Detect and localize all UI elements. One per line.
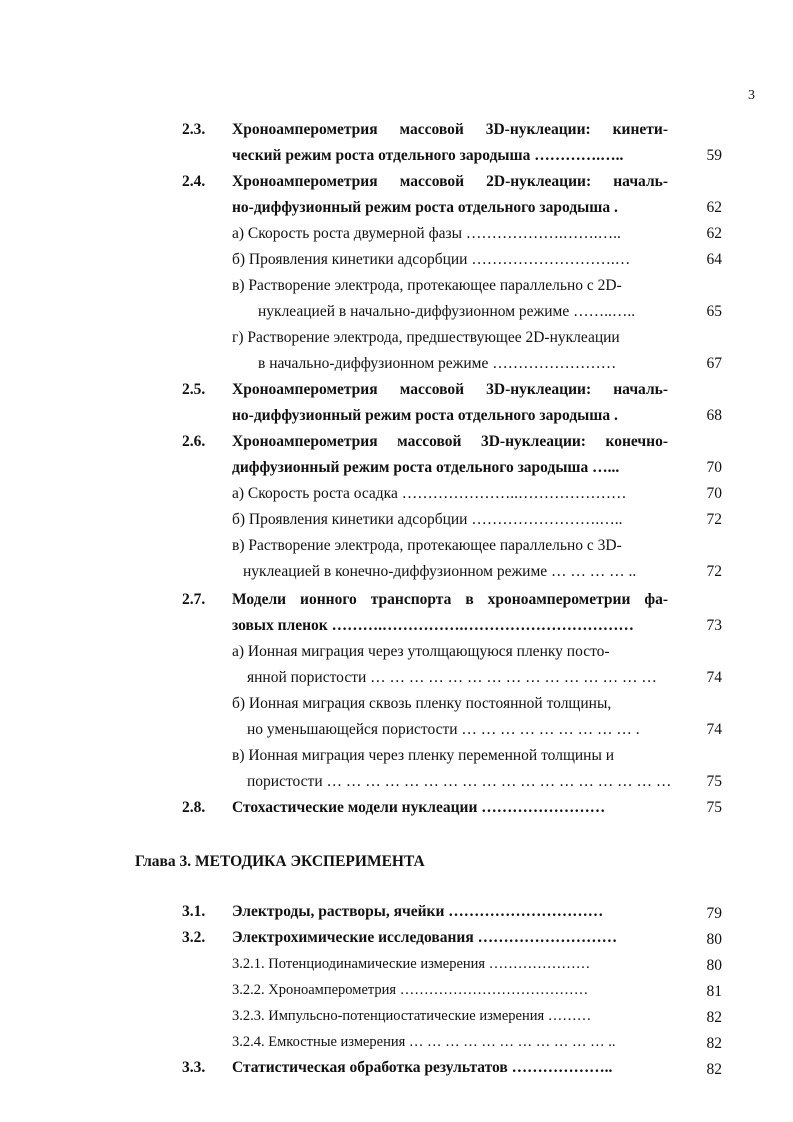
toc-page: 80 (706, 931, 722, 948)
toc-title-line1: в) Растворение электрода, протекающее параллельно с 3D- (232, 537, 622, 554)
toc-title-line2: но-диффузионный режим роста отдельного зародыша . (232, 407, 618, 424)
toc-page: 73 (706, 617, 722, 634)
toc-title-line1: Хроноамперометрия массовой 3D-нуклеации: кинети- (232, 121, 668, 138)
toc-title-line1: б) Проявления кинетики адсорбции …………………….….. (232, 511, 623, 528)
toc-page: 67 (706, 355, 722, 372)
toc-page: 74 (706, 669, 722, 686)
toc-page: 79 (706, 905, 722, 922)
toc-title-line2: ческий режим роста отдельного зародыша ………….….. (232, 147, 624, 164)
toc-title-line1: 3.2.4. Емкостные измерения … … … … … … … … … … … .. (232, 1034, 616, 1050)
toc-title-line2: нуклеацией в начально-диффузионном режиме ……..….. (258, 303, 636, 320)
toc-title-line1: Электроды, растворы, ячейки ………………………… (232, 903, 604, 920)
toc-title-line1: б) Проявления кинетики адсорбции ……………………….… (232, 251, 631, 268)
toc-title-line2: зовых пленок ……….…………….…………………………… (232, 617, 634, 634)
toc-page: 82 (706, 1061, 722, 1078)
toc-page: 70 (706, 485, 722, 502)
toc-title-line2: нуклеацией в конечно-диффузионном режиме … … … … .. (243, 563, 637, 580)
toc-page: 75 (706, 773, 722, 790)
toc-title-line1: б) Ионная миграция сквозь пленку постоянной толщины, (232, 695, 612, 712)
toc-title-line2: но-диффузионный режим роста отдельного зародыша . (232, 199, 618, 216)
toc-page: 82 (706, 1035, 722, 1052)
toc-number: 3.1. (182, 903, 206, 920)
toc-number: 2.7. (182, 591, 206, 608)
toc-number: 3.2. (182, 929, 206, 946)
toc-title-line1: а) Скорость роста осадка …………………..………………… (232, 485, 627, 502)
toc-page: 59 (706, 147, 722, 164)
toc-page: 64 (706, 251, 722, 268)
toc-page: 72 (706, 563, 722, 580)
toc-title-line1: в) Ионная миграция через пленку переменной толщины и (232, 747, 615, 764)
toc-title-line2: диффузионный режим роста отдельного зародыша …... (232, 459, 620, 476)
toc-number: 2.6. (182, 433, 206, 450)
toc-title-line1: в) Растворение электрода, протекающее параллельно с 2D- (232, 277, 622, 294)
chapter-heading: Глава 3. МЕТОДИКА ЭКСПЕРИМЕНТА (135, 853, 425, 870)
toc-page: 62 (706, 225, 722, 242)
toc-number: 2.5. (182, 381, 206, 398)
toc-title-line1: 3.2.1. Потенциодинамические измерения ………………… (232, 956, 591, 972)
toc-page: 68 (706, 407, 722, 424)
toc-page: 65 (706, 303, 722, 320)
toc-title-line2: янной пористости … … … … … … … … … … … … … … … (247, 669, 657, 686)
toc-page: 81 (706, 983, 722, 1000)
toc-page: 70 (706, 459, 722, 476)
toc-number: 2.3. (182, 121, 206, 138)
toc-number: 2.4. (182, 173, 206, 190)
toc-title-line1: Модели ионного транспорта в хроноамперометрии фа- (232, 591, 668, 608)
toc-page: 75 (706, 799, 722, 816)
page-number: 3 (748, 88, 755, 103)
toc-title-line1: Электрохимические исследования ……………………… (232, 929, 618, 946)
toc-title-line2: пористости … … … … … … … … … … … … … … … … … … (247, 773, 672, 790)
toc-page: 80 (706, 957, 722, 974)
toc-title-line1: г) Растворение электрода, предшествующее 2D-нуклеации (232, 329, 620, 346)
toc-title-line2: но уменьшающейся пористости … … … … … … … … … . (247, 721, 640, 738)
toc-title-line1: Хроноамперометрия массовой 3D-нуклеации: началь- (232, 381, 668, 398)
toc-title-line1: а) Скорость роста двумерной фазы ……………….…….….. (232, 225, 621, 242)
toc-page: 82 (706, 1009, 722, 1026)
toc-page: 72 (706, 511, 722, 528)
toc-number: 3.3. (182, 1059, 206, 1076)
toc-page: 62 (706, 199, 722, 216)
toc-title-line2: в начально-диффузионном режиме …………………… (258, 355, 617, 372)
toc-title-line1: Статистическая обработка результатов ……………….. (232, 1059, 613, 1076)
toc-title-line1: 3.2.3. Импульсно-потенциостатические измерения ……… (232, 1008, 592, 1024)
toc-title-line1: Хроноамперометрия массовой 3D-нуклеации: конечно- (232, 433, 668, 450)
toc-page: 74 (706, 721, 722, 738)
toc-title-line1: 3.2.2. Хроноамперометрия ………………………………… (232, 982, 589, 998)
toc-number: 2.8. (182, 799, 206, 816)
toc-title-line1: Стохастические модели нуклеации …………………… (232, 799, 606, 816)
toc-title-line1: Хроноамперометрия массовой 2D-нуклеации: началь- (232, 173, 668, 190)
toc-title-line1: а) Ионная миграция через утолщающуюся пленку посто- (232, 643, 610, 660)
